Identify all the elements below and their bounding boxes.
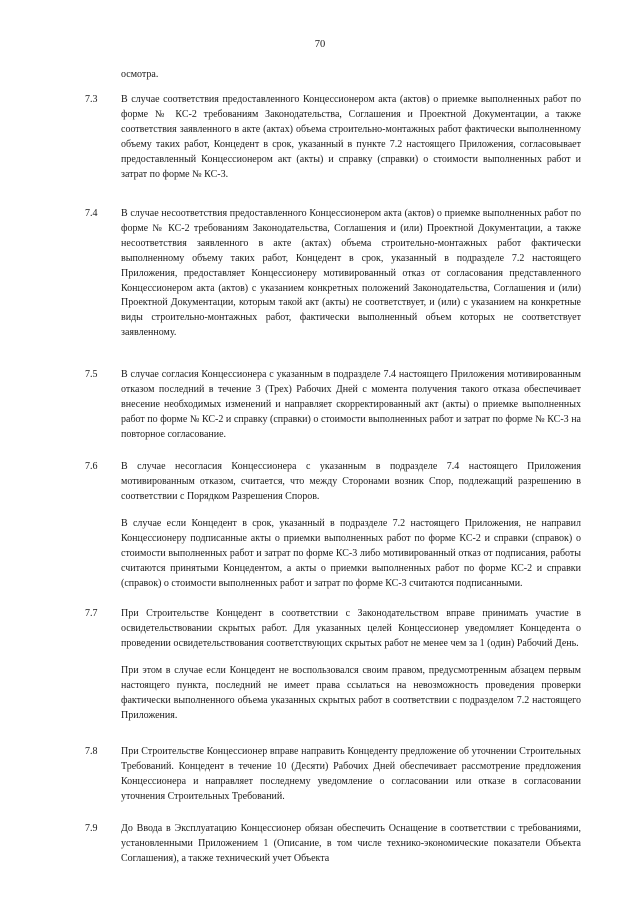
clause-paragraph: В случае соответствия предоставленного Концессионером акта (актов) о приемке выполненных работ по форме № КС-2 требованиям Законодательства, Соглашения и Проектной Документации, а также соответствия заявленного в акте (актах) объема строительно-монтажных работ фактически выполненному объему таких работ, Концедент в срок, указанный в пункте 7.2 настоящего Приложения, согласовывает предоставленный Концессионером акт (акты) и справку (справки) о стоимости выполненных работ и затрат по форме № КС-3.: [121, 94, 581, 180]
clause-text: [121, 745, 581, 805]
clause-paragraph: В случае несогласия Концессионера с указанным в подразделе 7.4 настоящего Приложения мотивированным отказом, считается, что между Сторонами возник Спор, подлежащий разрешению в соответствии с Порядком Разрешения Споров.: [121, 461, 581, 502]
clause-text: [121, 822, 581, 867]
clause-paragraph: При этом в случае если Концедент не воспользовался своим правом, предусмотренным абзацем первым настоящего пункта, последний не имеет права ссылаться на невозможность проведения проверки фактически выполненного объема указанных скрытых работ в соответствии с подразделом 7.2 настоящего Приложения.: [121, 665, 581, 721]
clause-text: [121, 607, 581, 724]
clause-text: [121, 93, 581, 182]
clause-number: 7.9: [85, 823, 98, 834]
clause-paragraph: В случае согласия Концессионера с указанным в подразделе 7.4 настоящего Приложения мотивированным отказом последний в течение 3 (Трех) Рабочих Дней с момента получения такого отказа обеспечивает внесение необходимых изменений и направляет скорректированный акт (акты) о приемке выполненных работ по форме № КС-2 и справку (справки) о стоимости выполненных работ и затрат по форме № КС-3 на повторное согласование.: [121, 369, 581, 440]
clause-text: [121, 460, 581, 592]
clause-number: 7.8: [85, 746, 98, 757]
clause-paragraph: До Ввода в Эксплуатацию Концессионер обязан обеспечить Оснащение в соответствии с требованиями, установленными Приложением 1 (Описание, в том числе технико-экономические показатели Объекта Соглашения), а также технический учет Объекта: [121, 823, 581, 864]
clause-text: [121, 368, 581, 443]
lead-text: осмотра.: [121, 69, 159, 80]
clause-paragraph: При Строительстве Концедент в соответствии с Законодательством вправе принимать участие в освидетельствовании скрытых работ. Для указанных целей Концессионер уведомляет Концедента о проведении освидетельствования соответствующих скрытых работ не менее чем за 1 (один) Рабочий День.: [121, 608, 581, 649]
clause-number: 7.7: [85, 608, 98, 619]
clause-number: 7.3: [85, 94, 98, 105]
clause-paragraph: В случае несоответствия предоставленного Концессионером акта (актов) о приемке выполненных работ по форме № КС-2 требованиям Законодательства, Соглашения и (или) Проектной Документации, а также несоответствия заявленного в акте (актах) объема строительно-монтажных работ фактически выполненному объему таких работ, Концедент в срок, указанный в подразделе 7.2 настоящего Приложения, предоставляет Концессионеру мотивированный отказ от согласования представленного Концессионером акта (актов) с указанием конкретных положений Законодательства, Соглашения и (или) Проектной Документации, которым такой акт (акты) не соответствует, и (или) с указанием на конкретные виды строительно-монтажных работ, фактически выполненный объем которых не соответствует заявленному.: [121, 208, 581, 339]
clause-number: 7.6: [85, 461, 98, 472]
clause-paragraph: В случае если Концедент в срок, указанный в подразделе 7.2 настоящего Приложения, не направил Концессионеру подписанные акты о приемки выполненных работ по форме КС-2 и справки (справок) о стоимости выполненных работ и затрат по форме КС-3 либо мотивированный отказ от подписания, работы считаются принятыми Концедентом, а акты о приемки выполненных работ по форме КС-2 и справки (справок) о стоимости выполненных работ и затрат по форме КС-3 считаются подписанными.: [121, 518, 581, 589]
clause-paragraph: При Строительстве Концессионер вправе направить Концеденту предложение об уточнении Строительных Требований. Концедент в течение 10 (Десяти) Рабочих Дней обеспечивает рассмотрение предложения Концессионера и направляет последнему уведомление о согласовании или отказе в согласовании уточнения Строительных Требований.: [121, 746, 581, 802]
page-number: 70: [314, 39, 326, 50]
clause-number: 7.4: [85, 208, 98, 219]
clause-number: 7.5: [85, 369, 98, 380]
clause-text: [121, 207, 581, 341]
